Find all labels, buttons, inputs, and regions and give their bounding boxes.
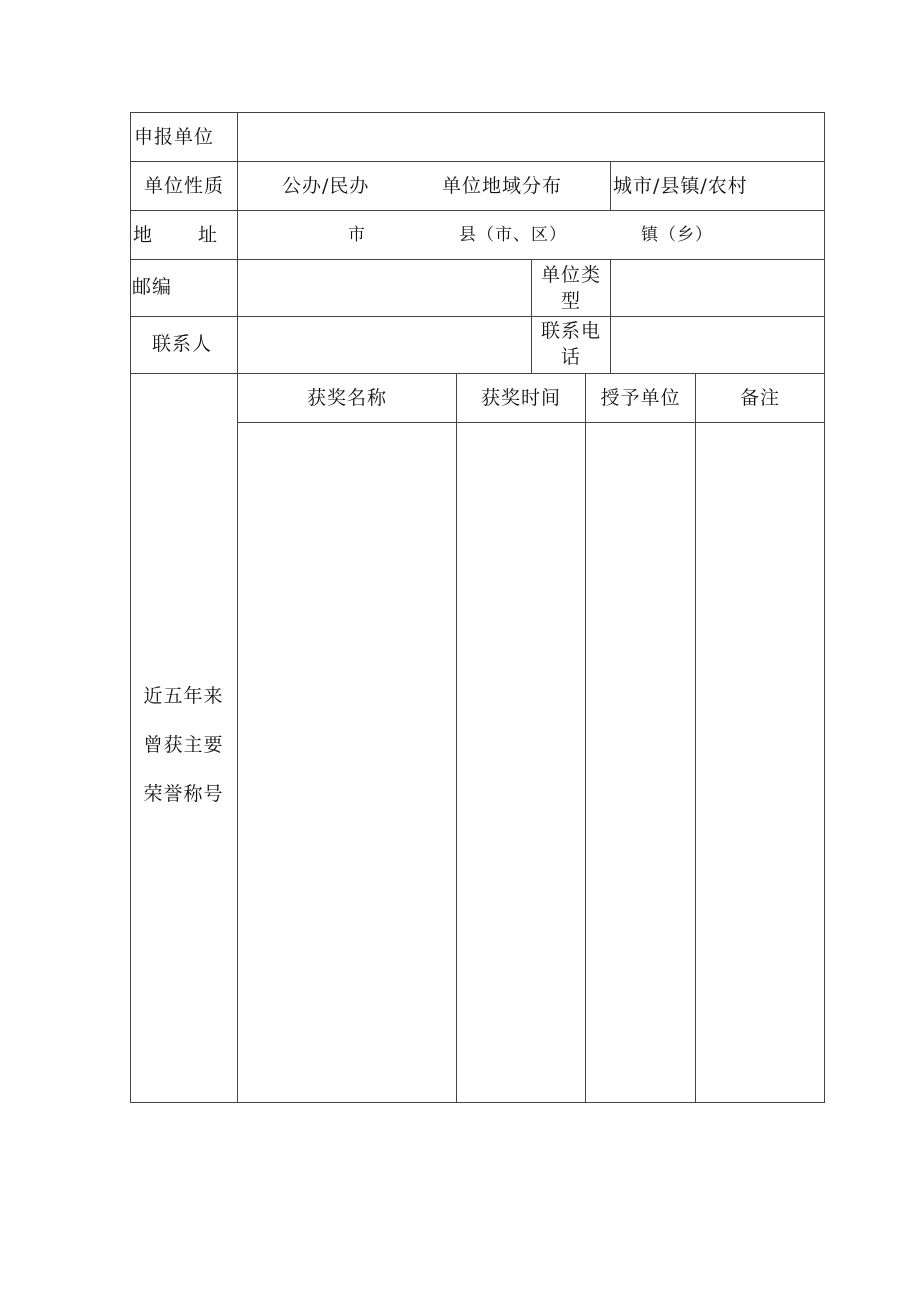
unit-type-label-line1: 单位类 bbox=[540, 264, 601, 286]
unit-value-field[interactable] bbox=[242, 125, 820, 149]
border-left bbox=[130, 112, 131, 1103]
honors-col-grantor: 授予单位 bbox=[600, 387, 681, 409]
phone-label-line2: 话 bbox=[560, 346, 581, 368]
type-divider-right bbox=[610, 259, 611, 373]
honors-label bbox=[130, 672, 237, 819]
type-divider-left bbox=[531, 259, 532, 373]
unit-type-label bbox=[534, 262, 608, 314]
nature-options[interactable]: 公办/民办 bbox=[282, 175, 370, 197]
unit-type-value-field[interactable] bbox=[616, 275, 820, 299]
honors-col-award-time: 获奖时间 bbox=[480, 387, 561, 409]
honors-grantor-cell[interactable] bbox=[586, 423, 695, 1102]
honors-award-name-cell[interactable] bbox=[238, 423, 456, 1102]
address-label-char1: 地 bbox=[133, 224, 154, 246]
border-bottom bbox=[130, 1102, 825, 1103]
row-divider bbox=[130, 161, 825, 162]
application-form bbox=[130, 112, 825, 1103]
row-divider bbox=[130, 373, 825, 374]
honors-col-notes: 备注 bbox=[739, 387, 780, 409]
border-top bbox=[130, 112, 825, 113]
address-town[interactable]: 镇（乡） bbox=[641, 225, 713, 245]
unit-label: 申报单位 bbox=[134, 126, 215, 148]
address-county[interactable]: 县（市、区） bbox=[459, 225, 567, 245]
phone-value-field[interactable] bbox=[616, 332, 820, 356]
row-divider bbox=[130, 316, 825, 317]
honors-label-line3: 荣誉称号 bbox=[143, 783, 224, 805]
contact-label: 联系人 bbox=[152, 333, 213, 355]
contact-value-field[interactable] bbox=[242, 332, 526, 356]
border-right bbox=[824, 112, 825, 1103]
region-label: 单位地域分布 bbox=[442, 175, 563, 197]
region-divider bbox=[610, 161, 611, 210]
row-divider bbox=[130, 259, 825, 260]
honors-notes-cell[interactable] bbox=[696, 423, 824, 1102]
honors-award-time-cell[interactable] bbox=[457, 423, 585, 1102]
row-divider bbox=[130, 210, 825, 211]
postcode-label: 邮编 bbox=[132, 276, 173, 298]
honors-label-line2: 曾获主要 bbox=[143, 734, 224, 756]
region-options[interactable]: 城市/县镇/农村 bbox=[613, 175, 748, 197]
phone-label bbox=[534, 318, 608, 370]
phone-label-line1: 联系电 bbox=[540, 320, 601, 342]
address-city[interactable]: 市 bbox=[348, 225, 366, 245]
nature-label: 单位性质 bbox=[144, 175, 225, 197]
address-label-char2: 址 bbox=[198, 224, 219, 246]
honors-label-line1: 近五年来 bbox=[143, 685, 224, 707]
postcode-value-field[interactable] bbox=[242, 275, 526, 299]
honors-col-award-name: 获奖名称 bbox=[306, 387, 387, 409]
unit-type-label-line2: 型 bbox=[560, 290, 581, 312]
